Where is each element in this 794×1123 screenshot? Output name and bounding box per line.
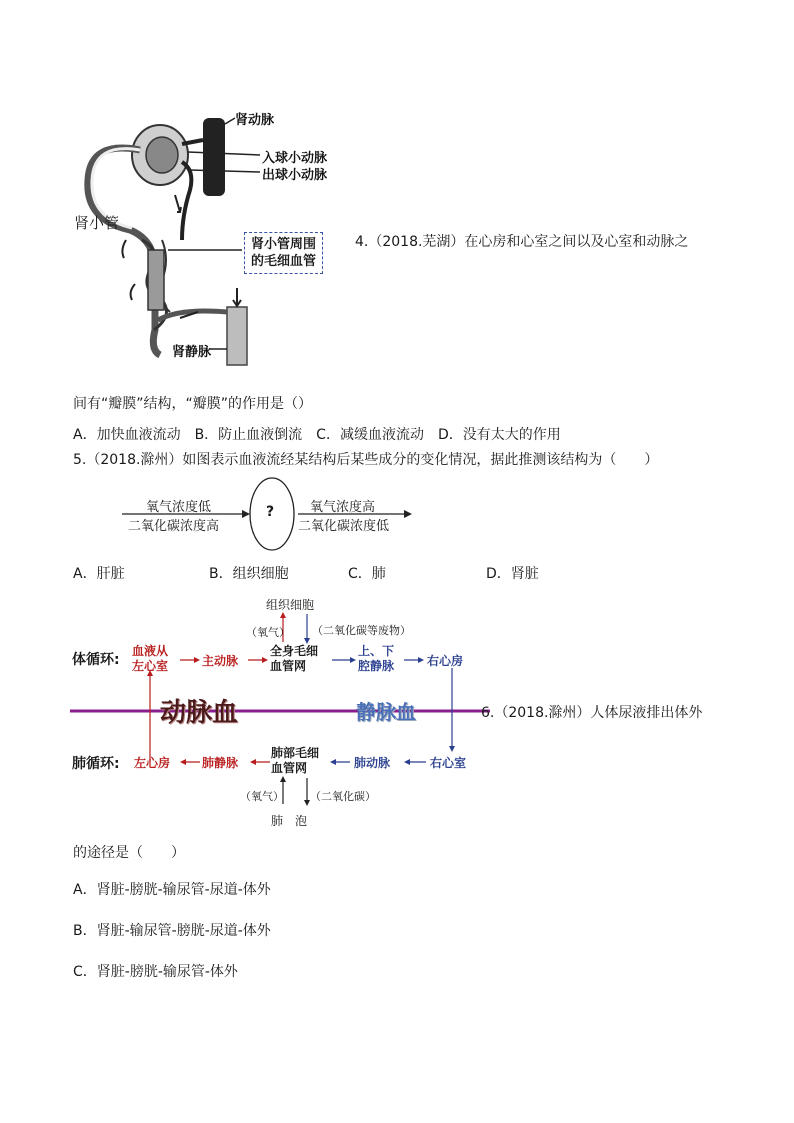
question-6-line2: 的途径是（ ） [73,845,185,861]
arterial-blood-label: 动脉血 [160,698,239,728]
oxygen-bottom-label: （氧气） [240,790,284,803]
capillaries-label: 肾小管周围 的毛细血管 [244,232,323,274]
tissue-cells-label: 组织细胞 [266,598,315,612]
efferent-arteriole-label: 出球小动脉 [262,168,328,183]
left-atrium-label: 左心房 [134,756,171,770]
body-capillaries-label: 全身毛细 血管网 [270,644,319,673]
q5-option-c: C．肺 [348,566,386,582]
systemic-circulation-label: 体循环: [72,652,120,668]
q5-option-b: B．组织细胞 [209,566,289,582]
blood-from-left-ventricle: 血液从 左心室 [132,644,169,673]
question-4-line1: 4.（2018.芜湖）在心房和心室之间以及心室和动脉之 [355,234,689,250]
q5-option-a: A．肝脏 [73,566,125,582]
q6-option-b: B．肾脏-输尿管-膀胱-尿道-体外 [73,923,271,939]
question-5-stem: 5.（2018.滁州）如图表示血液流经某结构后某些成分的变化情况，据此推测该结构为（ ） [73,452,659,468]
aorta-label: 主动脉 [202,654,239,668]
pulmonary-vein-label: 肺静脉 [202,756,239,770]
q5-diagram [120,476,420,556]
alveoli-label: 肺 泡 [271,814,308,828]
renal-tubule-label: 肾小管 [74,214,120,232]
q6-option-c: C．肾脏-膀胱-输尿管-体外 [73,964,238,980]
q5-center-mark: ? [266,504,275,520]
circulation-figure [70,592,490,832]
pulmonary-circulation-label: 肺循环: [72,756,120,772]
q5-out-top: 氧气浓度高 [310,500,376,515]
right-atrium-label: 右心房 [427,654,464,668]
afferent-arteriole-label: 入球小动脉 [262,151,328,166]
question-4-options: A．加快血液流动 B．防止血液倒流 C．减缓血液流动 D．没有太大的作用 [73,427,561,443]
renal-vein-label: 肾静脉 [172,345,212,360]
question-4-line2: 间有“瓣膜”结构，“瓣膜”的作用是（） [73,396,313,412]
right-ventricle-label: 右心室 [430,756,467,770]
q5-out-bottom: 二氧化碳浓度低 [298,519,390,534]
question-6-line1: 6.（2018.滁州）人体尿液排出体外 [481,705,703,721]
q6-option-a: A．肾脏-膀胱-输尿管-尿道-体外 [73,882,271,898]
vena-cava-label: 上、下 腔静脉 [358,644,395,673]
lung-capillaries-label: 肺部毛细 血管网 [271,746,320,775]
venous-blood-label: 静脉血 [356,700,416,724]
q5-option-d: D．肾脏 [486,566,539,582]
renal-artery-label: 肾动脉 [235,113,275,128]
q5-in-bottom: 二氧化碳浓度高 [128,519,220,534]
co2-bottom-label: （二氧化碳） [310,790,376,803]
q5-in-top: 氧气浓度低 [146,500,212,515]
co2-waste-label: （二氧化碳等废物） [312,624,411,637]
oxygen-top-label: （氧气） [246,626,290,639]
kidney-figure [70,100,360,370]
pulmonary-artery-label: 肺动脉 [354,756,391,770]
